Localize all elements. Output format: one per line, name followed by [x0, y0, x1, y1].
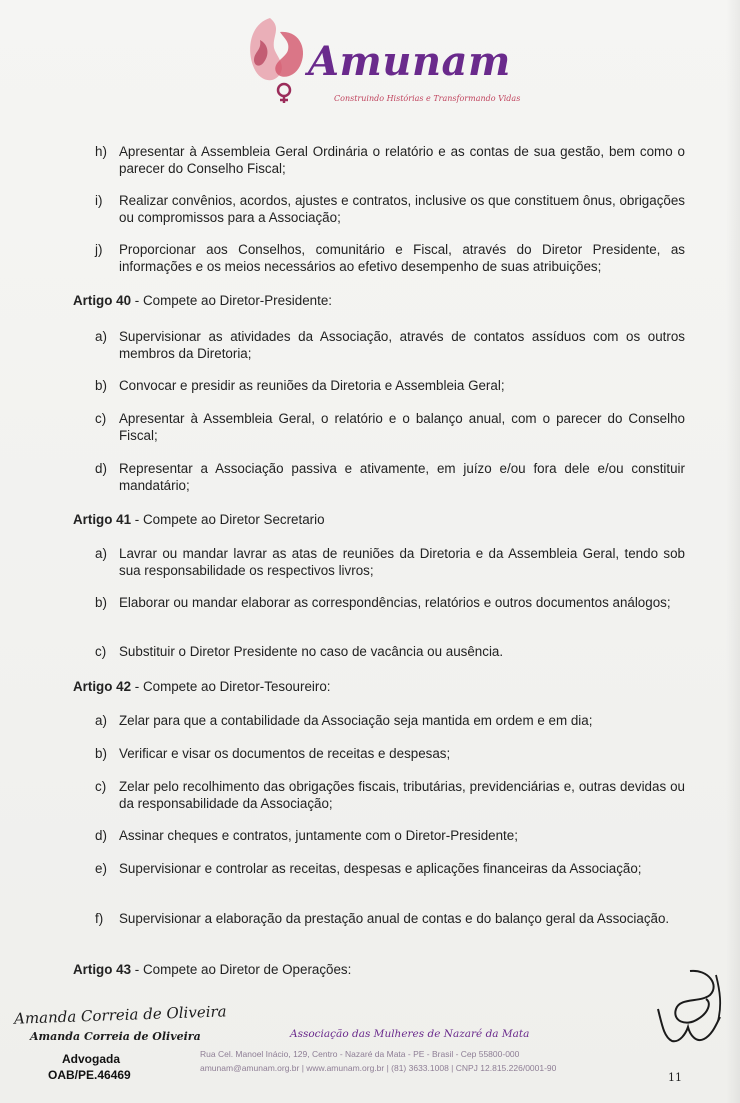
item-marker: h) [95, 144, 107, 159]
list-item [95, 778, 685, 812]
item-text: Representar a Associação passiva e ativamente, em juízo e/ou fora dele e/ou constituir mandatário; [119, 461, 685, 493]
article-label: Artigo 43 [73, 962, 132, 977]
item-marker: d) [95, 828, 107, 843]
item-marker: f) [95, 911, 104, 926]
item-text: Zelar pelo recolhimento das obrigações fiscais, tributárias, previdenciárias e, outras devidas ou da responsabilidade da Associação; [119, 779, 685, 811]
item-marker: c) [95, 779, 107, 794]
list-item [95, 910, 685, 927]
item-text: Elaborar ou mandar elaborar as correspondências, relatórios e outros documentos análogos; [119, 595, 671, 610]
article-label: Artigo 42 [73, 679, 132, 694]
footer-address: Rua Cel. Manoel Inácio, 129, Centro - Nazaré da Mata - PE - Brasil - Cep 55800-000 [200, 1049, 520, 1059]
stamp-name: Amanda Correia de Oliveira [30, 1030, 201, 1043]
item-marker: e) [95, 861, 107, 876]
stamp-number: OAB/PE.46469 [48, 1068, 131, 1082]
item-text: Supervisionar a elaboração da prestação anual de contas e do balanço geral da Associação. [119, 911, 670, 926]
item-marker: c) [95, 411, 107, 426]
item-text: Realizar convênios, acordos, ajustes e contratos, inclusive os que constituem ônus, obrigações ou compromissos para a Associação; [119, 193, 685, 225]
article-label: Artigo 40 [73, 293, 132, 308]
list-item [95, 545, 685, 579]
article-title: - Compete ao Diretor-Tesoureiro: [131, 679, 331, 694]
item-marker: c) [95, 644, 107, 659]
article-title: - Compete ao Diretor Secretario [131, 512, 325, 527]
item-text: Verificar e visar os documentos de receitas e despesas; [119, 746, 451, 761]
item-marker: b) [95, 595, 107, 610]
handwritten-signature: Amanda Correia de Oliveira [13, 1002, 227, 1028]
footer-association: Associação das Mulheres de Nazaré da Mata [290, 1028, 530, 1040]
list-item [95, 827, 685, 844]
article-label: Artigo 41 [73, 512, 132, 527]
list-item [95, 594, 685, 611]
item-marker: b) [95, 746, 107, 761]
item-text: Supervisionar as atividades da Associação, através de contatos assíduos com os outros membros da Diretoria; [119, 329, 685, 361]
article-heading [73, 292, 332, 309]
item-text: Assinar cheques e contratos, juntamente com o Diretor-Presidente; [119, 828, 518, 843]
item-marker: a) [95, 329, 107, 344]
initials-signature-icon [650, 965, 730, 1055]
page-fold-shadow [726, 0, 740, 1103]
item-text: Apresentar à Assembleia Geral, o relatório e o balanço anual, com o parecer do Conselho Fiscal; [119, 411, 685, 443]
list-item [95, 143, 685, 177]
article-heading [73, 678, 331, 695]
page-number: 11 [668, 1071, 682, 1084]
logo-tagline: Construindo Histórias e Transformando Vidas [334, 94, 521, 103]
item-marker: d) [95, 461, 107, 476]
list-item [95, 460, 685, 494]
stamp-role: Advogada [62, 1052, 121, 1066]
item-text: Zelar para que a contabilidade da Associação seja mantida em ordem e em dia; [119, 713, 593, 728]
list-item [95, 192, 685, 226]
list-item [95, 712, 685, 729]
item-text: Supervisionar e controlar as receitas, despesas e aplicações financeiras da Associação; [119, 861, 642, 876]
article-heading [73, 511, 325, 528]
item-marker: a) [95, 713, 107, 728]
item-marker: a) [95, 546, 107, 561]
list-item [95, 410, 685, 444]
item-text: Apresentar à Assembleia Geral Ordinária o relatório e as contas de sua gestão, bem como o parecer do Conselho Fiscal; [119, 144, 685, 176]
item-text: Substituir o Diretor Presidente no caso de vacância ou ausência. [119, 644, 504, 659]
list-item [95, 643, 685, 660]
item-marker: j) [95, 242, 103, 257]
article-title: - Compete ao Diretor de Operações: [131, 962, 352, 977]
list-item [95, 860, 685, 877]
logo-name: Amunam [308, 38, 511, 85]
item-text: Lavrar ou mandar lavrar as atas de reuniões da Diretoria e da Assembleia Geral, tendo sob sua responsabilidade os respectivos livros; [119, 546, 685, 578]
list-item [95, 745, 685, 762]
item-text: Proporcionar aos Conselhos, comunitário e Fiscal, através do Diretor Presidente, as informações e os meios necessários ao efetivo desempenho de suas atribuições; [119, 242, 685, 274]
item-text: Convocar e presidir as reuniões da Diretoria e Assembleia Geral; [119, 378, 505, 393]
amunam-logo [240, 10, 521, 105]
article-heading [73, 961, 351, 978]
list-item [95, 241, 685, 275]
article-title: - Compete ao Diretor-Presidente: [131, 293, 332, 308]
list-item [95, 328, 685, 362]
item-marker: b) [95, 378, 107, 393]
list-item [95, 377, 685, 394]
item-marker: i) [95, 193, 103, 208]
footer-contacts: amunam@amunam.org.br | www.amunam.org.br | (81) 3633.1008 | CNPJ 12.815.226/0001-90 [200, 1063, 557, 1073]
